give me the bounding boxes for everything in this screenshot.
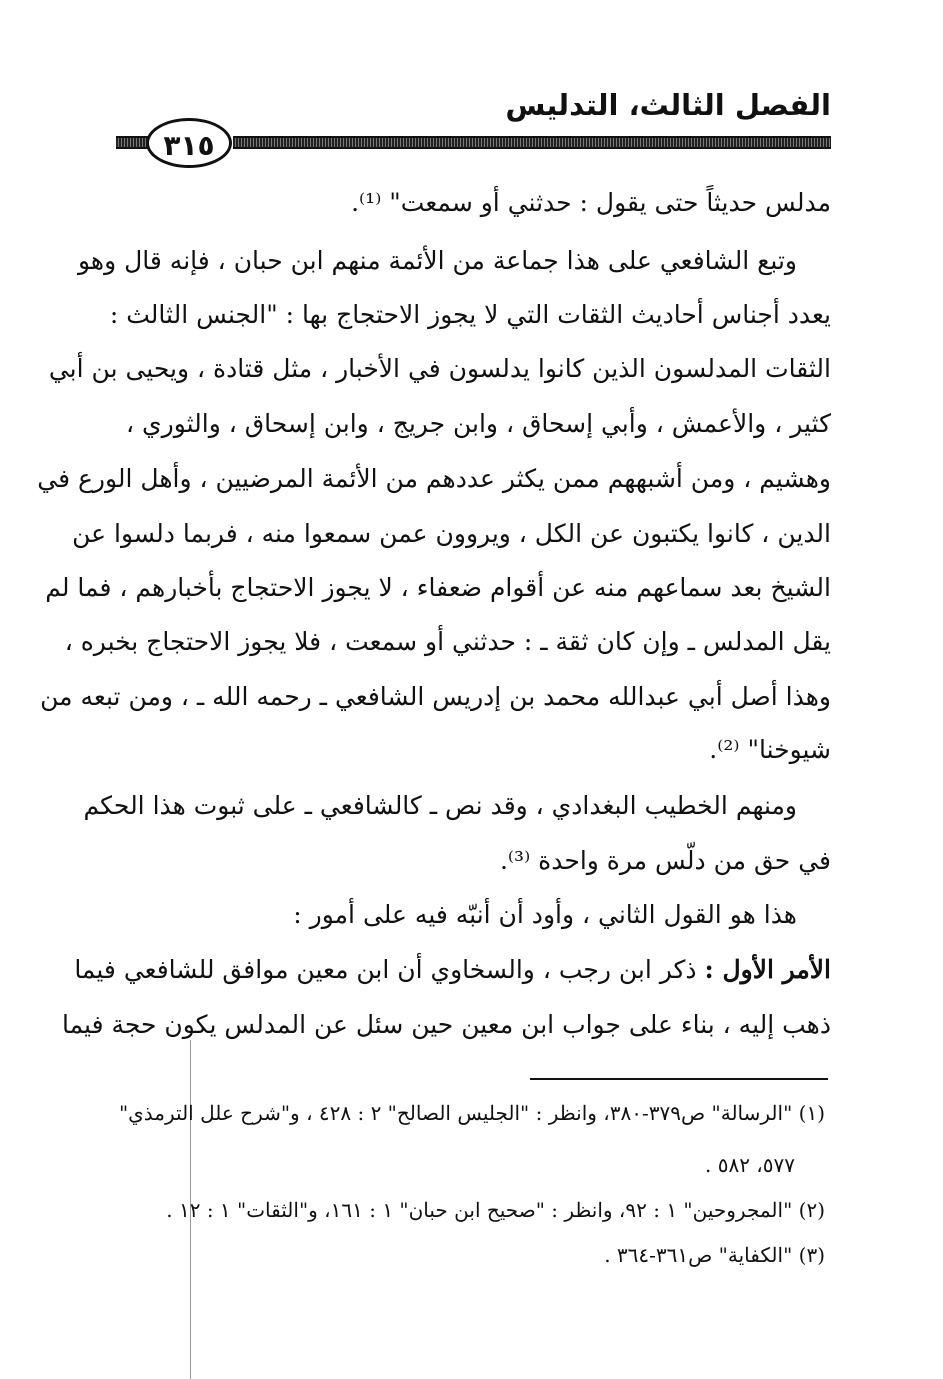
header-rule [233,136,831,149]
body-line-7: الدين ، كانوا يكتبون عن الكل ، ويروون عمن سمعوا منه ، فربما دلسوا عن [72,519,831,548]
body-line-9: يقل المدلس ـ وإن كان ثقة ـ : حدثني أو سمعت ، فلا يجوز الاحتجاج بخبره ، [64,627,831,656]
body-line-2: وتبع الشافعي على هذا جماعة من الأئمة منهم ابن حبان ، فإنه قال وهو [78,246,797,275]
body-line-15-text: ذكر ابن رجب ، والسخاوي أن ابن معين موافق للشافعي فيما [74,955,697,984]
body-line-15 [74,953,831,987]
body-line-6: وهشيم ، ومن أشبههم ممن يكثر عددهم من الأئمة المرضيين ، وأهل الورع في [37,464,831,493]
chapter-title: الفصل الثالث، التدليس [505,88,831,122]
body-line-16: ذهب إليه ، بناء على جواب ابن معين حين سئل عن المدلس يكون حجة فيما [61,1010,831,1039]
body-line-14: هذا هو القول الثاني ، وأود أن أنبّه فيه على أمور : [293,900,797,929]
footnote-1: (١) "الرسالة" ص٣٧٩-٣٨٠، وانظر : "الجليس الصالح" ٢ : ٤٢٨ ، و"شرح علل الترمذي" [118,1101,825,1125]
footnote-3: (٣) "الكفاية" ص٣٦١-٣٦٤ . [604,1243,825,1267]
footnote-1-cont: ٥٧٧، ٥٨٢ . [705,1153,795,1177]
body-line-5: كثير ، والأعمش ، وأبي إسحاق ، وابن جريج ، وابن إسحاق ، والثوري ، [126,409,831,438]
body-line-4: الثقات المدلسون الذين كانوا يدلسون في الأخبار ، مثل قتادة ، ويحيى بن أبي [48,354,831,383]
page-number: ٣١٥ [146,118,232,168]
body-line-8: الشيخ بعد سماعهم منه عن أقوام ضعفاء ، لا يجوز الاحتجاج بأخبارهم ، فما لم [45,573,831,602]
body-line-11: شيوخنا" ⁽²⁾. [709,735,831,764]
header-rule-left [116,136,148,149]
footnote-separator [530,1078,828,1080]
body-line-1: مدلس حديثاً حتى يقول : حدثني أو سمعت" ⁽¹⁾. [351,188,831,217]
body-line-13: في حق من دلّس مرة واحدة ⁽³⁾. [499,846,831,875]
body-line-3: يعدد أجناس أحاديث الثقات التي لا يجوز الاحتجاج بها : "الجنس الثالث : [109,300,831,329]
footnote-2: (٢) "المجروحين" ١ : ٩٢، وانظر : "صحيح ابن حبان" ١ : ١٦١، و"الثقات" ١ : ١٢ . [166,1198,825,1222]
body-line-10: وهذا أصل أبي عبدالله محمد بن إدريس الشافعي ـ رحمه الله ـ ، ومن تبعه من [40,682,831,711]
bold-lead: الأمر الأول : [704,955,831,984]
body-line-12: ومنهم الخطيب البغدادي ، وقد نص ـ كالشافعي ـ على ثبوت هذا الحكم [83,791,797,820]
